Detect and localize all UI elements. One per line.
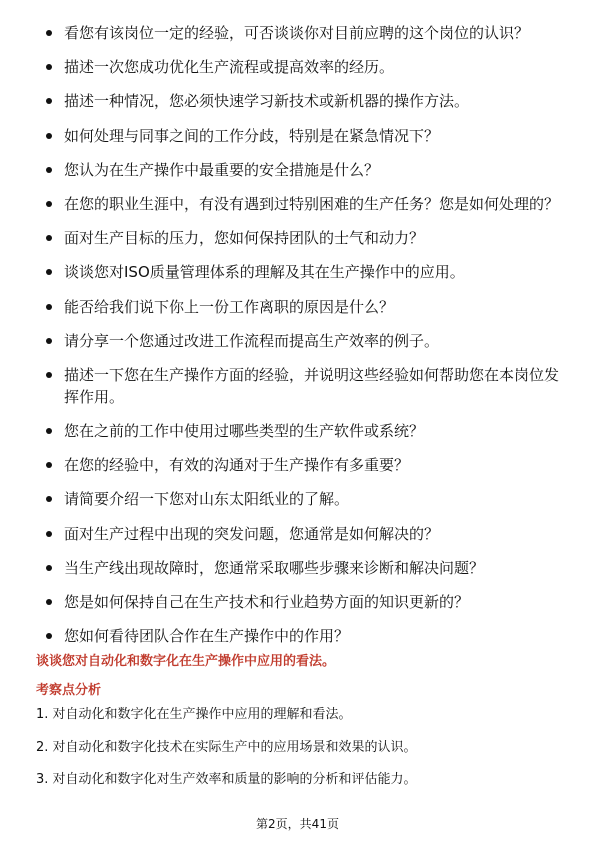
bullet-dot-icon — [46, 98, 52, 104]
analysis-point: 2. 对自动化和数字化技术在实际生产中的应用场景和效果的认识。 — [36, 739, 417, 755]
list-item — [0, 227, 595, 249]
bullet-dot-icon — [46, 599, 52, 605]
list-item — [0, 159, 595, 181]
list-item — [0, 625, 595, 647]
analysis-point: 3. 对自动化和数字化对生产效率和质量的影响的分析和评估能力。 — [36, 772, 417, 787]
bullet-dot-icon — [46, 496, 52, 502]
bullet-dot-icon — [46, 269, 52, 275]
list-item — [0, 591, 595, 613]
question-text: 您在之前的工作中使用过哪些类型的生产软件或系统？ — [64, 422, 425, 441]
question-text: 您如何看待团队合作在生产操作中的作用？ — [64, 627, 350, 646]
list-item — [0, 296, 595, 318]
bullet-dot-icon — [46, 201, 52, 207]
question-text: 描述一次您成功优化生产流程或提高效率的经历。 — [64, 58, 395, 77]
list-item — [0, 557, 595, 579]
question-text: 当生产线出现故障时，您通常采取哪些步骤来诊断和解决问题？ — [64, 558, 485, 577]
question-text: 在您的经验中，有效的沟通对于生产操作有多重要？ — [64, 456, 410, 475]
list-item — [0, 330, 595, 352]
analysis-list — [36, 705, 417, 803]
question-text: 请简要介绍一下您对山东太阳纸业的了解。 — [64, 490, 350, 509]
question-text: 谈谈您对ISO质量管理体系的理解及其在生产操作中的应用。 — [64, 263, 465, 282]
bullet-dot-icon — [46, 304, 52, 310]
bullet-dot-icon — [46, 64, 52, 70]
question-text: 面对生产过程中出现的突发问题，您通常是如何解决的？ — [64, 524, 440, 543]
list-item — [0, 90, 595, 112]
question-text: 描述一种情况，您必须快速学习新技术或新机器的操作方法。 — [64, 92, 470, 111]
question-text: 能否给我们说下你上一份工作离职的原因是什么？ — [64, 297, 395, 316]
bullet-dot-icon — [46, 30, 52, 36]
list-item — [0, 261, 595, 283]
list-item — [0, 420, 595, 442]
bullet-dot-icon — [46, 235, 52, 241]
bullet-dot-icon — [46, 133, 52, 139]
question-text: 如何处理与同事之间的工作分歧，特别是在紧急情况下？ — [64, 126, 440, 145]
question-text: 描述一下您在生产操作方面的经验，并说明这些经验如何帮助您在本岗位发挥作用。 — [64, 365, 560, 406]
list-item — [0, 193, 595, 215]
question-text: 您认为在生产操作中最重要的安全措施是什么？ — [64, 160, 380, 179]
bullet-dot-icon — [46, 462, 52, 468]
page-footer: 第2页，共41页 — [256, 817, 339, 831]
bullet-dot-icon — [46, 338, 52, 344]
analysis-point: 1. 对自动化和数字化在生产操作中应用的理解和看法。 — [36, 707, 352, 722]
bullet-dot-icon — [46, 428, 52, 434]
bullet-dot-icon — [46, 531, 52, 537]
bullet-dot-icon — [46, 633, 52, 639]
highlight-question: 谈谈您对自动化和数字化在生产操作中应用的看法。 — [36, 654, 336, 669]
question-text: 您是如何保持自己在生产技术和行业趋势方面的知识更新的？ — [64, 593, 470, 611]
list-item — [0, 22, 595, 44]
question-text: 在您的职业生涯中，有没有遇到过特别困难的生产任务？您是如何处理的？ — [64, 194, 560, 213]
list-item — [0, 364, 595, 408]
question-list — [0, 22, 595, 659]
bullet-dot-icon — [46, 167, 52, 173]
list-item — [0, 125, 595, 147]
question-text: 看您有该岗位一定的经验，可否谈谈你对目前应聘的这个岗位的认识？ — [64, 24, 530, 42]
list-item — [0, 523, 595, 545]
analysis-title: 考察点分析 — [36, 683, 102, 698]
list-item — [0, 454, 595, 476]
list-item — [0, 488, 595, 510]
question-text: 请分享一个您通过改进工作流程而提高生产效率的例子。 — [64, 331, 440, 350]
question-text: 面对生产目标的压力，您如何保持团队的士气和动力？ — [64, 229, 425, 248]
bullet-dot-icon — [46, 372, 52, 378]
bullet-dot-icon — [46, 565, 52, 571]
list-item — [0, 56, 595, 78]
